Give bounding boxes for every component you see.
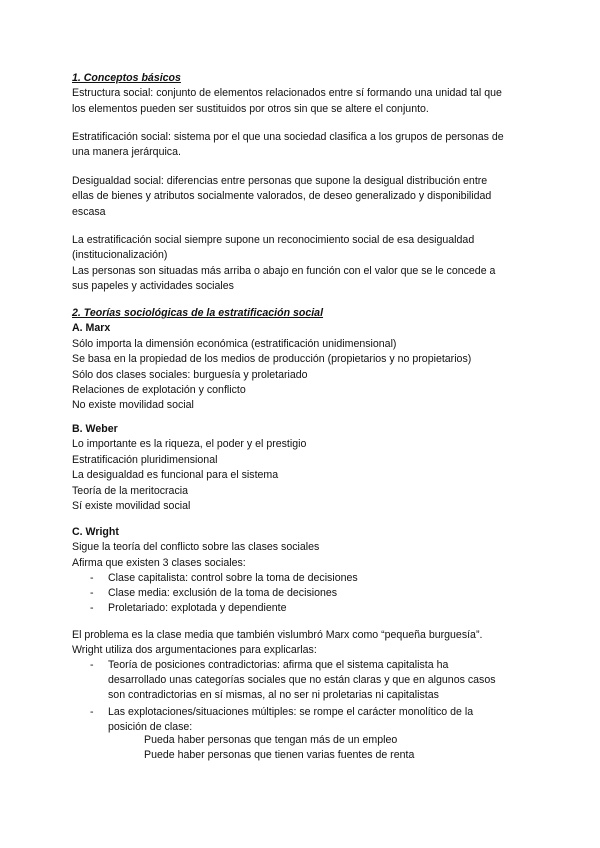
weber-line: Sí existe movilidad social xyxy=(72,500,191,513)
section-2-heading: 2. Teorías sociológicas de la estratificación social xyxy=(72,307,324,319)
argument-line: desarrollado unas categorías sociales que no están claras y que en algunos casos xyxy=(108,674,496,687)
weber-line: Estratificación pluridimensional xyxy=(72,453,218,466)
argument-line: - Las explotaciones/situaciones múltiples: se rompe el carácter monolítico de la xyxy=(108,705,474,718)
weber-line: La desigualdad es funcional para el sistema xyxy=(72,469,279,482)
weber-line: Teoría de la meritocracia xyxy=(72,484,188,497)
paragraph-line: (institucionalización) xyxy=(72,249,168,262)
paragraph-line: escasa xyxy=(72,205,106,218)
paragraph-line: Estratificación social: sistema por el que una sociedad clasifica a los grupos de personas de xyxy=(72,131,504,143)
section-2-marx xyxy=(72,306,532,414)
list-item xyxy=(72,705,532,735)
wright-line: Afirma que existen 3 clases sociales: xyxy=(72,556,246,569)
marx-line: No existe movilidad social xyxy=(72,399,194,412)
section-1-heading: 1. Conceptos básicos xyxy=(72,72,181,84)
argument-line: son contradictorias en sí mismas, al no ser ni proletarias ni capitalistas xyxy=(108,689,439,702)
paragraph-line: Estructura social: conjunto de elementos relacionados entre sí formando una unidad tal que xyxy=(72,87,502,100)
paragraph-line: sus papeles y actividades sociales xyxy=(72,280,234,293)
paragraph-line: La estratificación social siempre supone un reconocimiento social de esa desigualdad xyxy=(72,234,475,246)
paragraph-line: Las personas son situadas más arriba o abajo en función con el valor que se le concede a xyxy=(72,264,496,277)
wright-classes-list xyxy=(72,571,532,617)
wright-title: C. Wright xyxy=(72,526,119,538)
list-item xyxy=(72,658,532,704)
wright-arguments-list xyxy=(72,658,532,735)
section-2-wright xyxy=(72,525,532,571)
paragraph-line: El problema es la clase media que también vislumbró Marx como “pequeña burguesía”. xyxy=(72,629,483,641)
sub-item: Pueda haber personas que tengan más de un empleo xyxy=(144,734,398,746)
marx-line: Sólo dos clases sociales: burguesía y proletariado xyxy=(72,368,308,381)
paragraph-line: los elementos pueden ser sustituidos por otros sin que se altere el conjunto. xyxy=(72,102,429,115)
paragraph-estratificacion xyxy=(72,130,532,161)
weber-title: B. Weber xyxy=(72,423,118,435)
marx-line: Relaciones de explotación y conflicto xyxy=(72,384,246,397)
list-item: - Clase media: exclusión de la toma de decisiones xyxy=(72,586,532,601)
marx-line: Sólo importa la dimensión económica (estratificación unidimensional) xyxy=(72,337,397,350)
paragraph-line: Desigualdad social: diferencias entre personas que supone la desigual distribución entre xyxy=(72,175,488,187)
argument-line: posición de clase: xyxy=(108,720,193,733)
weber-line: Lo importante es la riqueza, el poder y el prestigio xyxy=(72,438,307,451)
list-item: - Proletariado: explotada y dependiente xyxy=(72,601,532,616)
paragraph-desigualdad xyxy=(72,174,532,220)
paragraph-reconocimiento xyxy=(72,233,532,295)
marx-line: Se basa en la propiedad de los medios de producción (propietarios y no propietarios) xyxy=(72,353,472,366)
section-2-weber xyxy=(72,422,532,514)
paragraph-line: una manera jerárquica. xyxy=(72,146,181,159)
paragraph-line: ellas de bienes y atributos socialmente valorados, de deseo generalizado y disponibilidad xyxy=(72,190,492,203)
sub-item: Puede haber personas que tienen varias fuentes de renta xyxy=(144,749,415,761)
marx-title: A. Marx xyxy=(72,322,111,335)
paragraph-line: Wright utiliza dos argumentaciones para explicarlas: xyxy=(72,644,317,657)
list-item: - Clase capitalista: control sobre la toma de decisiones xyxy=(72,571,532,586)
wright-line: Sigue la teoría del conflicto sobre las clases sociales xyxy=(72,541,320,554)
argument-line: - Teoría de posiciones contradictorias: afirma que el sistema capitalista ha xyxy=(108,659,449,671)
wright-problem xyxy=(72,628,532,659)
section-1 xyxy=(72,71,532,117)
